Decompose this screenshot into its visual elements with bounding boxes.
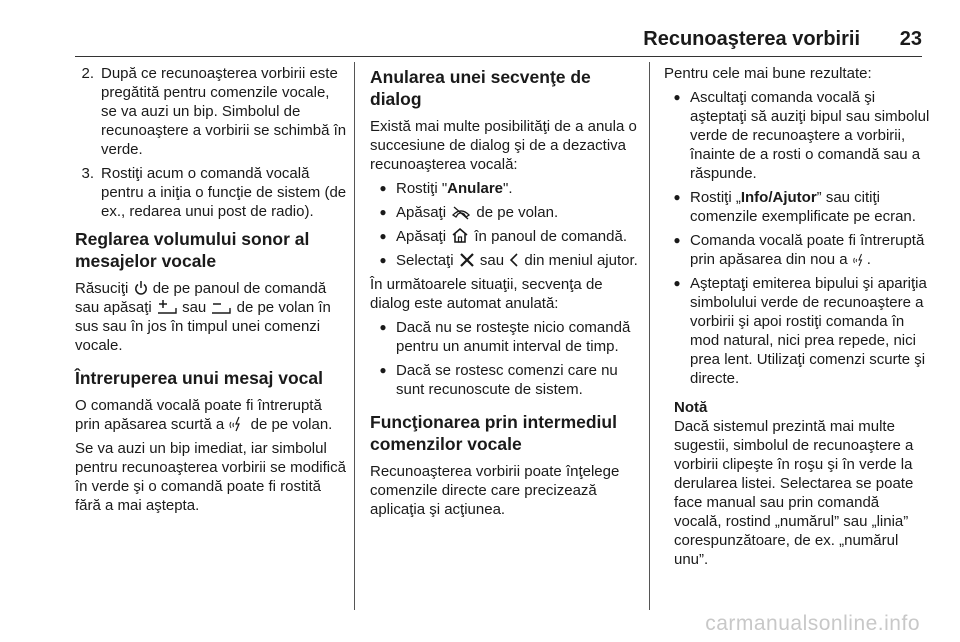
bullet: ● <box>379 205 387 219</box>
bullet: ● <box>673 233 681 247</box>
text-run: Răsuciţi <box>75 280 129 297</box>
text-run: Apăsaţi <box>396 228 447 245</box>
text-run: de pe volan în sus sau în jos în timpul unei comenzi vocale. <box>75 299 331 354</box>
volume-up-icon <box>157 299 177 315</box>
text-run: . <box>866 251 871 268</box>
text-run: sau <box>479 252 505 269</box>
text-run: în panoul de comandă. <box>474 228 628 245</box>
steps-list <box>75 64 347 221</box>
interrupt-paragraph-1 <box>75 396 347 434</box>
list-item <box>664 274 930 388</box>
chevron-left-icon <box>509 252 519 268</box>
bullet: ● <box>379 229 387 243</box>
list-item <box>370 318 638 356</box>
bullet: ● <box>379 253 387 267</box>
text-run: Rostiţi " <box>396 180 448 197</box>
list-item <box>370 179 638 198</box>
text-run: Comanda vocală poate fi întreruptă prin apăsarea din nou a <box>690 232 925 268</box>
section-heading-cancel: Anularea unei secvenţe de dialog <box>370 67 591 109</box>
bullet: ● <box>379 363 387 377</box>
cancel-options-list <box>370 179 638 270</box>
close-icon <box>459 252 475 268</box>
bullet: ● <box>673 90 681 104</box>
list-item-text: Ascultaţi comanda vocală şi aşteptaţi să auziţi bipul sau simbolul verde de recunoaştere a vorbirii, înainte de a rosti o comandă sau a răspunde. <box>690 89 930 182</box>
step-number: 3. <box>81 165 94 182</box>
bullet: ● <box>379 181 387 195</box>
cancel-intro: Există mai multe posibilităţi de a anula o succesiune de dialog şi de a dezactiva recunoaşterea vocală: <box>370 118 637 173</box>
page-header-title: Recunoaşterea vorbirii <box>643 28 860 50</box>
text-run: ” sau citiţi comenzile exemplificate pe ecran. <box>690 189 916 225</box>
voice-command-icon <box>229 416 245 432</box>
text-run: sau <box>182 299 207 316</box>
text-run: de pe volan. <box>476 204 559 221</box>
list-item-text: Dacă nu se rosteşte nicio comandă pentru un anumit interval de timp. <box>396 319 631 355</box>
header-divider <box>75 56 922 57</box>
text-run: de pe panoul de comandă sau apăsaţi <box>75 280 327 316</box>
bullet: ● <box>379 320 387 334</box>
list-item <box>370 251 638 270</box>
tips-list <box>664 88 930 388</box>
text-run: de pe volan. <box>250 416 333 433</box>
list-item <box>370 361 638 399</box>
bold-term: Anulare <box>447 180 504 197</box>
step-number: 2. <box>81 65 94 82</box>
column-1 <box>75 64 347 520</box>
column-divider-2 <box>649 62 650 610</box>
step-text: Rostiţi acum o comandă vocală pentru a iniţia o funcţie de sistem (de ex., redarea unui post de radio). <box>101 165 347 220</box>
section-heading-interrupt: Întreruperea unui mesaj vocal <box>75 368 324 388</box>
list-item <box>75 64 347 159</box>
column-2 <box>370 64 638 524</box>
volume-down-icon <box>211 299 231 315</box>
auto-cancel-list <box>370 318 638 399</box>
watermark: carmanualsonline.info <box>705 612 920 635</box>
list-item <box>664 88 930 183</box>
column-3 <box>664 64 930 569</box>
column-divider-1 <box>354 62 355 610</box>
section-heading-voice-operation: Funcţionarea prin intermediul comenzilor vocale <box>370 412 617 454</box>
bold-term: Info/Ajutor <box>740 189 817 206</box>
list-item <box>664 188 930 226</box>
bullet: ● <box>673 190 681 204</box>
list-item <box>370 227 638 246</box>
list-item-text: Dacă se rostesc comenzi care nu sunt recunoscute de sistem. <box>396 362 618 398</box>
volume-paragraph <box>75 279 347 355</box>
bullet: ● <box>673 276 681 290</box>
text-run: ". <box>503 180 513 197</box>
hang-up-icon <box>451 206 471 220</box>
text-run: O comandă vocală poate fi întreruptă prin apăsarea scurtă a <box>75 397 322 433</box>
section-heading-volume: Reglarea volumului sonor al mesajelor vocale <box>75 229 310 271</box>
list-item <box>370 203 638 222</box>
voice-command-icon <box>853 253 866 267</box>
page-number: 23 <box>899 28 922 50</box>
text-run: Selectaţi <box>396 252 454 269</box>
power-knob-icon <box>134 280 148 296</box>
text-run: din meniul ajutor. <box>524 252 638 269</box>
note-heading: Notă <box>674 399 708 416</box>
list-item <box>75 164 347 221</box>
list-item <box>664 231 930 269</box>
home-icon <box>451 227 469 244</box>
interrupt-paragraph-2: Se va auzi un bip imediat, iar simbolul pentru recunoaşterea vorbirii se modifică în verde şi o comandă poate fi rostită fără a mai aştepta. <box>75 440 346 514</box>
text-run: Rostiţi „ <box>690 189 741 206</box>
step-text: După ce recunoaşterea vorbirii este pregătită pentru comenzile vocale, se va auzi un bip. Simbolul de recunoaştere a vorbirii se schimbă în verde. <box>101 65 347 158</box>
text-run: Apăsaţi <box>396 204 447 221</box>
auto-cancel-intro: În următoarele situaţii, secvenţa de dialog este automat anulată: <box>370 276 603 312</box>
note-body: Dacă sistemul prezintă mai multe sugestii, simbolul de recunoaştere a vorbirii clipeşte în roşu şi în verde la derularea listei. Selectarea se poate face manual sau prin comandă vocală, rostind „numărul” sau „linia” corespunzătoare, de ex. „numărul unu”. <box>674 418 914 568</box>
tips-intro: Pentru cele mai bune rezultate: <box>664 65 872 82</box>
voice-operation-paragraph: Recunoaşterea vorbirii poate înţelege comenzile directe care precizează aplicaţia şi acţiunea. <box>370 463 620 518</box>
list-item-text: Aşteptaţi emiterea bipului şi apariţia simbolului verde de recunoaştere a vorbirii şi apoi rostiţi comanda în mod natural, nici prea repede, nici prea lent. Utilizaţi comenzi scurte şi directe. <box>690 275 927 387</box>
